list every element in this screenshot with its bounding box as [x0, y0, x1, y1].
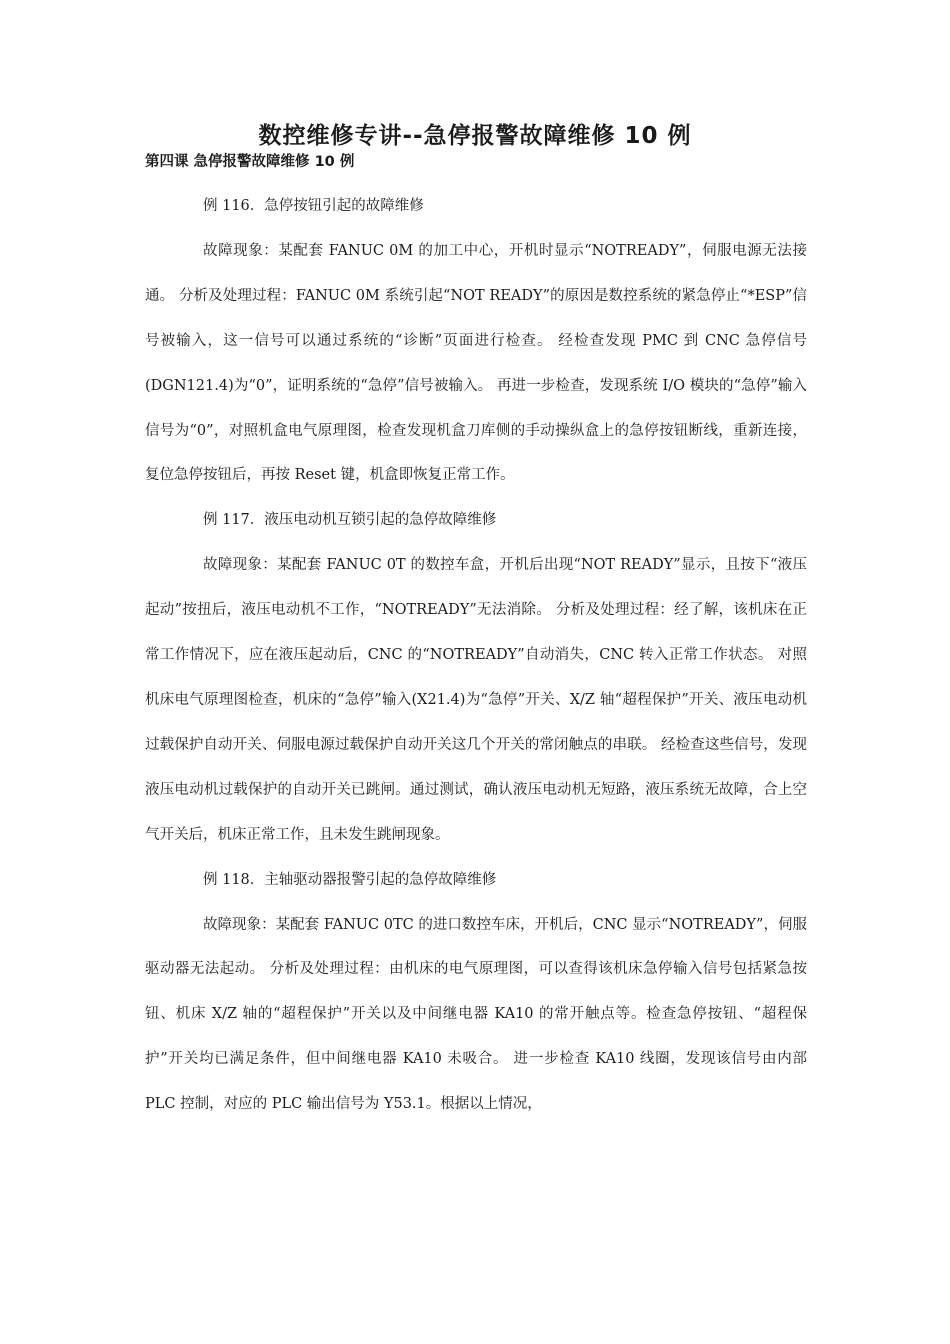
- document-body: [145, 184, 807, 1127]
- lesson-title: 第四课 急停报警故障维修 10 例: [145, 154, 355, 170]
- example-116-content: 故障现象：某配套 FANUC 0M 的加工中心，开机时显示“NOTREADY”，伺服电源无法接通。 分析及处理过程：FANUC 0M 系统引起“NOT READY”的原因是数控系统的紧急停止“*ESP”信号被输入，这一信号可以通过系统的“诊断”页面进行检查。 经检查发现 PMC 到 CNC 急停信号(DGN121.4)为“0”，证明系统的“急停”信号被输入。 再进一步检查，发现系统 I/O 模块的“急停”输入信号为“0”，对照机盒电气原理图，检查发现机盒刀库侧的手动操纵盒上的急停按钮断线，重新连接，复位急停按钮后，再按 Reset 键，机盒即恢复正常工作。: [145, 242, 807, 484]
- example-117-content: 故障现象：某配套 FANUC 0T 的数控车盒，开机后出现“NOT READY”显示，且按下“液压起动”按扭后，液压电动机不工作，“NOTREADY”无法消除。 分析及处理过程：经了解，该机床在正常工作情况下，应在液压起动后，CNC 的“NOTREADY”自动消失，CNC 转入正常工作状态。 对照机床电气原理图检查，机床的“急停”输入(X21.4)为“急停”开关、X/Z 轴“超程保护”开关、液压电动机过载保护自动开关、伺服电源过载保护自动开关这几个开关的常闭触点的串联。 经检查这些信号，发现液压电动机过载保护的自动开关已跳闸。通过测试，确认液压电动机无短路，液压系统无故障，合上空气开关后，机床正常工作，且未发生跳闸现象。: [145, 557, 807, 843]
- example-116-heading: 例 116．急停按钮引起的故障维修: [203, 198, 424, 214]
- example-118-content: 故障现象：某配套 FANUC 0TC 的进口数控车床，开机后，CNC 显示“NOTREADY”，伺服驱动器无法起动。 分析及处理过程：由机床的电气原理图，可以查得该机床急停输入信号包括紧急按钮、机床 X/Z 轴的“超程保护”开关以及中间继电器 KA10 的常开触点等。检查急停按钮、“超程保护”开关均已满足条件，但中间继电器 KA10 未吸合。 进一步检查 KA10 线圈，发现该信号由内部 PLC 控制，对应的 PLC 输出信号为 Y53.1。根据以上情况，: [145, 916, 807, 1113]
- example-118-heading: 例 118．主轴驱动器报警引起的急停故障维修: [203, 871, 497, 888]
- document-title: 数控维修专讲--急停报警故障维修 10 例: [258, 123, 692, 149]
- example-117-heading: 例 117．液压电动机互锁引起的急停故障维修: [203, 512, 497, 529]
